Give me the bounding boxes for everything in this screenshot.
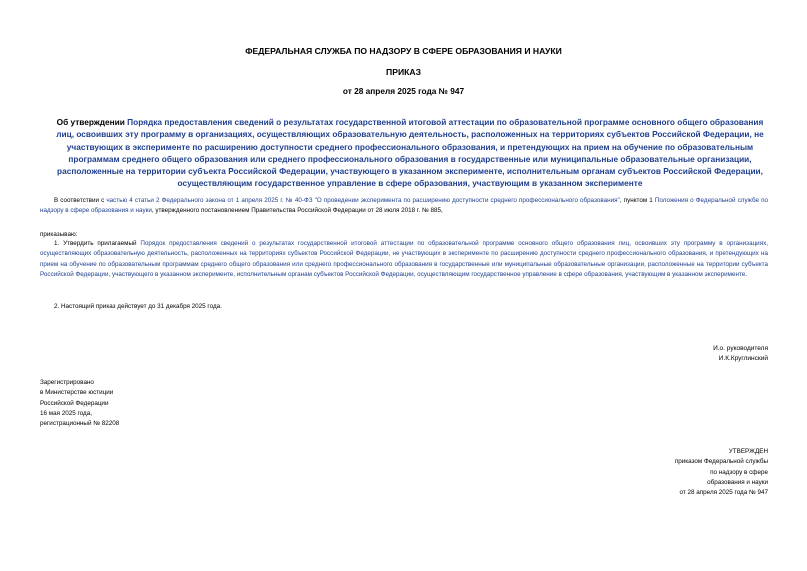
title-link[interactable]: Порядка предоставления сведений о результатах государственной итоговой аттестации по образовательной программе основного общего образования лиц, освоивших эту программу в организациях, осуществляющих образовательную деятельность, расположенных на территориях субъектов Российской Федерации, не участвующих в эксперименте по расширению доступности среднего профессионального образования, и претендующих на прием на обучение по образовательным программам среднего общего образования или среднего профессионального образования в государственные или муниципальные образовательные организации, расположенные на территории субъекта Российской Федерации, участвующего в указанном эксперименте, исполнительным органам субъектов Российской Федерации, осуществляющим государственное управление в сфере образования, участвующим в указанном эксперименте [56, 117, 764, 189]
registration-block [40, 378, 119, 429]
title-prefix: Об утверждении [56, 117, 128, 127]
signature-name: И.К.Круглинский [718, 355, 768, 363]
signature-block [713, 344, 768, 365]
approved-line: от 28 апреля 2025 года № 947 [679, 489, 768, 497]
order-title [55, 116, 765, 190]
prikazyvayu-label: приказываю: [40, 231, 78, 238]
approved-line: по надзору в сфере [710, 468, 768, 476]
approved-line: образования и науки [707, 478, 768, 486]
registration-line: регистрационный № 82208 [40, 420, 120, 428]
item-2-paragraph: 2. Настоящий приказ действует до 31 декабря 2025 года. [54, 303, 222, 310]
item-1-procedure-link[interactable]: Порядок предоставления сведений о результатах государственной итоговой аттестации по образовательной программе основного общего образования лиц, освоивших эту программу в организациях, осуществляющих образовательную деятельность, расположенных на территориях субъектов Российской Федерации, не участвующих в эксперименте по расширению доступности среднего профессионального образования, и претендующих на прием на обучение по образовательным программам среднего общего образования или среднего профессионального образования в государственные или муниципальные образовательные организации, расположенные на территории субъекта Российской Федерации, участвующего в указанном эксперименте, исполнительным органам субъектов Российской Федерации, осуществляющим государственное управление в сфере образования, участвующим в указанном эксперименте [40, 240, 768, 278]
preamble-text-2: , пунктом 1 [619, 197, 655, 204]
preamble-text-3: , утвержденного постановлением Правительства Российской Федерации от 28 июля 2018 г. № 885, [151, 207, 443, 215]
item-1-end: . [745, 270, 748, 278]
signature-position: И.о. руководителя [713, 345, 768, 352]
doc-type-heading: ПРИКАЗ [386, 67, 421, 77]
registration-line: в Министерстве юстиции [40, 389, 114, 397]
registration-line: Зарегистрировано [40, 379, 94, 386]
approved-line: приказом Федеральной службы [674, 458, 768, 466]
date-number-heading: от 28 апреля 2025 года № 947 [342, 86, 465, 96]
registration-line: Российской Федерации [40, 399, 109, 407]
item-1-text: 1. Утвердить прилагаемый [54, 240, 141, 247]
agency-heading: ФЕДЕРАЛЬНАЯ СЛУЖБА ПО НАДЗОРУ В СФЕРЕ ОБРАЗОВАНИЯ И НАУКИ [245, 46, 562, 56]
item-1-paragraph [40, 239, 768, 280]
preamble-paragraph [40, 196, 768, 217]
approved-block [675, 447, 768, 498]
preamble-text-1: В соответствии с [54, 197, 107, 204]
registration-line: 16 мая 2025 года, [40, 409, 92, 417]
preamble-regulation-link[interactable]: Положения о Федеральной службе по надзору в сфере образования и науки [40, 197, 768, 215]
approved-line: УТВЕРЖДЕН [728, 448, 768, 455]
preamble-law-link[interactable]: частью 4 статьи 2 Федерального закона от 1 апреля 2025 г. № 40-ФЗ "О проведении эксперимента по расширению доступности среднего профессионального образования" [106, 197, 620, 204]
